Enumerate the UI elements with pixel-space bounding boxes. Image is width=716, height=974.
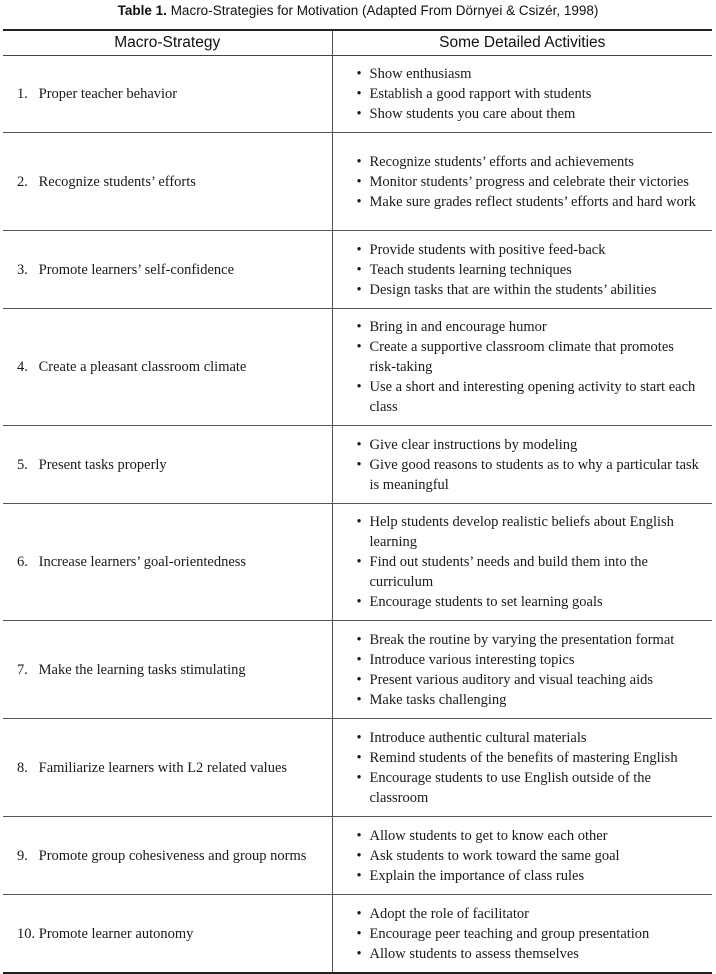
strategy-label: Familiarize learners with L2 related values: [38, 759, 288, 776]
strategy-cell: [3, 817, 332, 895]
strategy-number: 1.: [17, 86, 28, 102]
table-row: [3, 426, 712, 504]
activity-item: • Explain the importance of class rules: [357, 866, 705, 886]
activity-item: • Introduce various interesting topics: [357, 650, 705, 670]
strategy-number: 7.: [17, 661, 28, 678]
activity-item: • Encourage students to set learning goals: [357, 592, 705, 612]
activity-item: • Show students you care about them: [357, 104, 705, 124]
table-row: [3, 309, 712, 426]
activities-list: [333, 630, 713, 710]
activity-item: • Encourage students to use English outside of the classroom: [357, 768, 705, 808]
activity-item: • Present various auditory and visual teaching aids: [357, 670, 705, 690]
activity-item: • Remind students of the benefits of mastering English: [357, 748, 705, 768]
activity-item: • Make tasks challenging: [357, 690, 705, 710]
table-row: [3, 895, 712, 974]
activity-item: • Create a supportive classroom climate that promotes risk-taking: [357, 337, 705, 377]
activities-cell: [332, 817, 712, 895]
activity-item: • Establish a good rapport with students: [357, 84, 705, 104]
activity-item: • Encourage peer teaching and group presentation: [357, 924, 705, 944]
strategy-number: 8.: [17, 759, 28, 776]
activity-item: • Use a short and interesting opening activity to start each class: [357, 377, 705, 417]
activity-item: • Give clear instructions by modeling: [357, 435, 705, 455]
strategy-label: Promote learners’ self-confidence: [38, 261, 235, 278]
activities-list: [333, 435, 713, 495]
strategy-label: Proper teacher behavior: [38, 86, 178, 102]
header-macro-strategy: Macro-Strategy: [3, 30, 332, 56]
strategy-label: Promote learner autonomy: [38, 925, 194, 942]
activity-item: • Help students develop realistic beliefs about English learning: [357, 512, 705, 552]
strategy-number: 5.: [17, 456, 28, 473]
activity-item: • Show enthusiasm: [357, 64, 705, 84]
activities-list: [333, 826, 713, 886]
strategy-cell: [3, 231, 332, 309]
activity-item: • Find out students’ needs and build them into the curriculum: [357, 552, 705, 592]
activity-item: • Provide students with positive feed-back: [357, 240, 705, 260]
strategy-cell: [3, 133, 332, 231]
table-caption-title: Macro-Strategies for Motivation (Adapted From Dörnyei & Csizér, 1998): [170, 3, 599, 18]
activity-item: • Introduce authentic cultural materials: [357, 728, 705, 748]
activities-cell: [332, 895, 712, 974]
activity-item: • Break the routine by varying the presentation format: [357, 630, 705, 650]
table-row: [3, 231, 712, 309]
strategy-number: 2.: [17, 173, 28, 190]
strategy-number: 6.: [17, 554, 28, 570]
activity-item: • Design tasks that are within the students’ abilities: [357, 280, 705, 300]
strategy-label: Recognize students’ efforts: [38, 173, 196, 190]
strategy-number: 4.: [17, 359, 28, 375]
activities-list: [333, 728, 713, 808]
activities-list: [333, 904, 713, 964]
strategy-cell: [3, 426, 332, 504]
activity-item: • Adopt the role of facilitator: [357, 904, 705, 924]
strategy-cell: [3, 621, 332, 719]
activity-item: • Bring in and encourage humor: [357, 317, 705, 337]
strategy-label: Make the learning tasks stimulating: [38, 661, 246, 678]
table-row: [3, 817, 712, 895]
activities-list: [333, 152, 713, 212]
table-row: [3, 504, 712, 621]
strategy-cell: [3, 504, 332, 621]
strategy-number: 3.: [17, 261, 28, 278]
activity-item: • Teach students learning techniques: [357, 260, 705, 280]
strategy-cell: [3, 56, 332, 133]
activities-list: [333, 64, 713, 124]
strategy-label: Promote group cohesiveness and group norms: [38, 847, 307, 864]
activity-item: • Monitor students’ progress and celebrate their victories: [357, 172, 705, 192]
header-detailed-activities: Some Detailed Activities: [332, 30, 712, 56]
strategy-label: Increase learners’ goal-orientedness: [38, 554, 247, 570]
strategy-number: 9.: [17, 847, 28, 864]
strategy-cell: [3, 309, 332, 426]
activities-list: [333, 240, 713, 300]
table-row: [3, 133, 712, 231]
activity-item: • Ask students to work toward the same goal: [357, 846, 705, 866]
strategy-number: 10.: [17, 925, 36, 942]
activity-item: • Give good reasons to students as to why a particular task is meaningful: [357, 455, 705, 495]
strategy-label: Present tasks properly: [38, 456, 167, 473]
strategy-label: Create a pleasant classroom climate: [38, 359, 247, 375]
activities-list: [333, 512, 713, 612]
activities-cell: [332, 621, 712, 719]
activities-cell: [332, 719, 712, 817]
table-header-row: [3, 30, 712, 56]
macro-strategies-table: [3, 29, 712, 974]
activities-cell: [332, 231, 712, 309]
activity-item: • Allow students to assess themselves: [357, 944, 705, 964]
activities-cell: [332, 133, 712, 231]
activity-item: • Make sure grades reflect students’ efforts and hard work: [357, 192, 705, 212]
table-row: [3, 56, 712, 133]
activities-cell: [332, 56, 712, 133]
table-row: [3, 719, 712, 817]
table-caption: [0, 2, 716, 20]
activities-list: [333, 317, 713, 417]
activities-cell: [332, 309, 712, 426]
activity-item: • Allow students to get to know each other: [357, 826, 705, 846]
activities-cell: [332, 504, 712, 621]
table-caption-label: Table 1.: [117, 3, 167, 18]
activity-item: • Recognize students’ efforts and achievements: [357, 152, 705, 172]
strategy-cell: [3, 895, 332, 974]
table-row: [3, 621, 712, 719]
strategy-cell: [3, 719, 332, 817]
activities-cell: [332, 426, 712, 504]
